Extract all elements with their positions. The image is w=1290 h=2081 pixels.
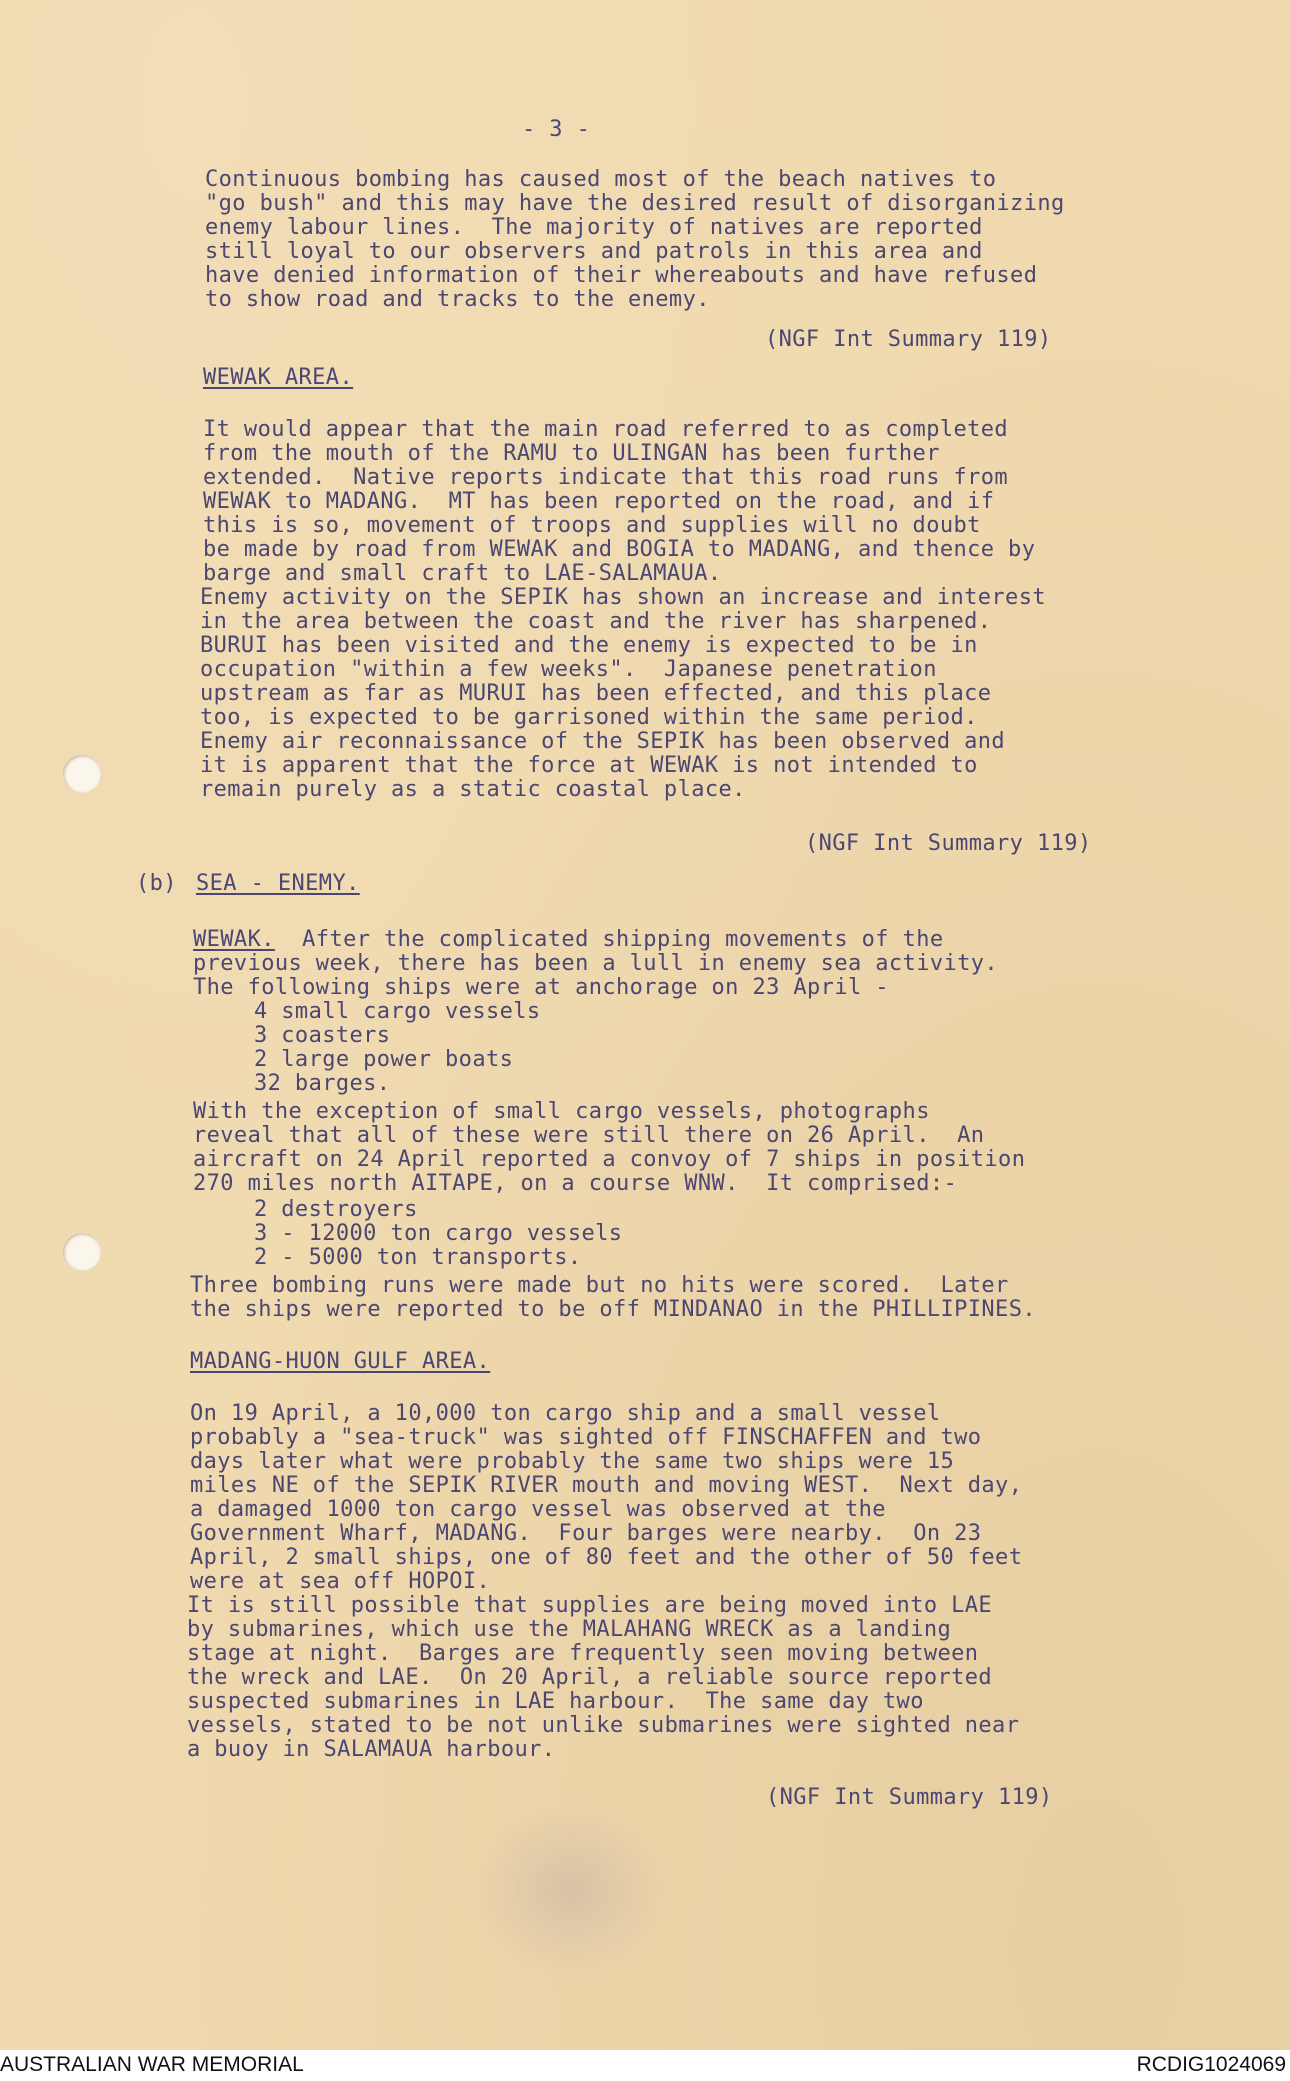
madang-line: days later what were probably the same two ships were 15	[190, 1449, 955, 1474]
wewak-subheading: WEWAK.	[193, 927, 275, 952]
madang-line: probably a "sea-truck" was sighted off FINSCHAFFEN and two	[190, 1425, 982, 1450]
intro-line: "go bush" and this may have the desired result of disorganizing	[205, 191, 1065, 216]
sea-enemy-line: 270 miles north AITAPE, on a course WNW. It comprised:-	[193, 1171, 958, 1196]
madang-line: a buoy in SALAMAUA harbour.	[187, 1737, 556, 1762]
ship-list-item: 32 barges.	[254, 1071, 391, 1096]
convoy-list-item: 2 destroyers	[254, 1197, 418, 1222]
wewak-line: too, is expected to be garrisoned within the same period.	[200, 705, 978, 730]
wewak-line: in the area between the coast and the river has sharpened.	[200, 609, 992, 634]
wewak-line: occupation "within a few weeks". Japanese penetration	[200, 657, 937, 682]
ship-list-item: 2 large power boats	[254, 1047, 514, 1072]
sea-enemy-line: With the exception of small cargo vessels, photographs	[193, 1099, 930, 1124]
ship-list-item: 3 coasters	[254, 1023, 391, 1048]
wewak-line: barge and small craft to LAE-SALAMAUA.	[203, 561, 722, 586]
wewak-line: Enemy activity on the SEPIK has shown an increase and interest	[200, 585, 1046, 610]
madang-line: were at sea off HOPOI.	[190, 1569, 491, 1594]
section-label: (b)	[136, 871, 177, 896]
punch-hole	[63, 755, 101, 793]
madang-line: the wreck and LAE. On 20 April, a reliable source reported	[187, 1665, 993, 1690]
intro-line: still loyal to our observers and patrols in this area and	[205, 239, 983, 264]
convoy-list-item: 3 - 12000 ton cargo vessels	[254, 1221, 623, 1246]
madang-line: vessels, stated to be not unlike submarines were sighted near	[187, 1713, 1020, 1738]
wewak-line: be made by road from WEWAK and BOGIA to MADANG, and thence by	[203, 537, 1036, 562]
madang-line: On 19 April, a 10,000 ton cargo ship and a small vessel	[190, 1401, 941, 1426]
sea-enemy-line: aircraft on 24 April reported a convoy of 7 ships in position	[193, 1147, 1026, 1172]
intro-line: to show road and tracks to the enemy.	[205, 287, 710, 312]
madang-line: Government Wharf, MADANG. Four barges were nearby. On 23	[190, 1521, 982, 1546]
sea-enemy-line-rest: After the complicated shipping movements of the	[274, 927, 944, 952]
wewak-line: this is so, movement of troops and supplies will no doubt	[203, 513, 981, 538]
madang-line: suspected submarines in LAE harbour. The same day two	[187, 1689, 924, 1714]
page-number: - 3 -	[522, 117, 591, 142]
source-citation: (NGF Int Summary 119)	[765, 327, 1052, 352]
wewak-line: upstream as far as MURUI has been effected, and this place	[200, 681, 992, 706]
sea-enemy-line: the ships were reported to be off MINDANAO in the PHILLIPINES.	[190, 1297, 1036, 1322]
madang-line: a damaged 1000 ton cargo vessel was observed at the	[190, 1497, 886, 1522]
wewak-line: remain purely as a static coastal place.	[200, 777, 746, 802]
wewak-line: It would appear that the main road referred to as completed	[203, 417, 1009, 442]
convoy-list-item: 2 - 5000 ton transports.	[254, 1245, 582, 1270]
wewak-line: WEWAK to MADANG. MT has been reported on the road, and if	[203, 489, 995, 514]
intro-line: have denied information of their whereabouts and have refused	[205, 263, 1038, 288]
source-citation: (NGF Int Summary 119)	[766, 1785, 1053, 1810]
sea-enemy-line	[193, 928, 944, 952]
ship-list-item: 4 small cargo vessels	[254, 999, 541, 1024]
intro-line: enemy labour lines. The majority of natives are reported	[205, 215, 983, 240]
sea-enemy-line: Three bombing runs were made but no hits were scored. Later	[190, 1273, 1009, 1298]
wewak-line: Enemy air reconnaissance of the SEPIK has been observed and	[200, 729, 1006, 754]
wewak-line: from the mouth of the RAMU to ULINGAN has been further	[203, 441, 940, 466]
sea-enemy-line: The following ships were at anchorage on 23 April -	[193, 975, 889, 1000]
wewak-line: BURUI has been visited and the enemy is expected to be in	[200, 633, 978, 658]
archive-name: AUSTRALIAN WAR MEMORIAL	[0, 2053, 304, 2076]
intro-line: Continuous bombing has caused most of the beach natives to	[205, 167, 997, 192]
wewak-line: extended. Native reports indicate that this road runs from	[203, 465, 1009, 490]
madang-line: by submarines, which use the MALAHANG WRECK as a landing	[187, 1617, 952, 1642]
madang-line: It is still possible that supplies are being moved into LAE	[187, 1593, 993, 1618]
madang-line: miles NE of the SEPIK RIVER mouth and moving WEST. Next day,	[190, 1473, 1023, 1498]
madang-line: April, 2 small ships, one of 80 feet and the other of 50 feet	[190, 1545, 1023, 1570]
madang-line: stage at night. Barges are frequently seen moving between	[187, 1641, 979, 1666]
sea-enemy-line: previous week, there has been a lull in enemy sea activity.	[193, 951, 999, 976]
punch-hole	[63, 1233, 101, 1271]
sea-enemy-line: reveal that all of these were still there on 26 April. An	[193, 1123, 985, 1148]
section-heading: SEA - ENEMY.	[196, 871, 360, 896]
source-citation: (NGF Int Summary 119)	[805, 831, 1092, 856]
archive-footer	[0, 2050, 1290, 2081]
section-heading: WEWAK AREA.	[203, 365, 354, 390]
ink-smudge	[470, 1800, 670, 1980]
wewak-line: it is apparent that the force at WEWAK is not intended to	[200, 753, 978, 778]
archive-reference: RCDIG1024069	[1136, 2053, 1286, 2076]
section-heading: MADANG-HUON GULF AREA.	[190, 1349, 491, 1374]
